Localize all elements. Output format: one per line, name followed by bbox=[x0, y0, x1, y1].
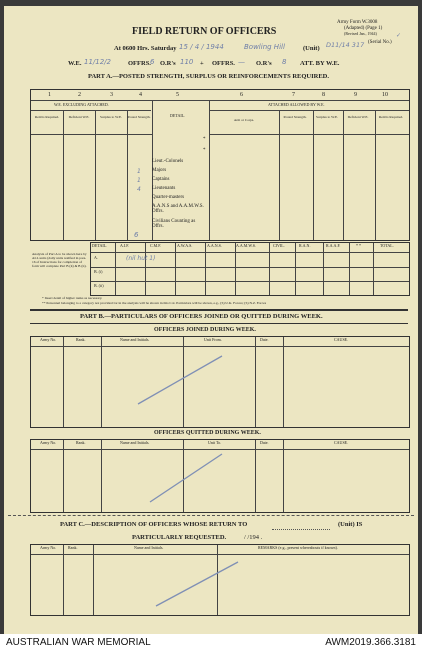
asterisk-mark: * bbox=[203, 137, 206, 142]
col-number: 9 bbox=[354, 92, 357, 98]
joined-col-header: Unit From. bbox=[204, 337, 222, 342]
joined-col-header: Army No. bbox=[40, 337, 57, 342]
analysis-note: Analysis of Part A to be shown here by ALL units (daily units notified in para. 16 of Instructions for completion of form will complete Part B (ii) & B (ii). bbox=[32, 252, 87, 268]
analysis-col-header: A.W.A.S. bbox=[177, 243, 193, 248]
col-number: 1 bbox=[48, 92, 51, 98]
col-number: 7 bbox=[292, 92, 295, 98]
part-c-col-header: Rank. bbox=[68, 545, 78, 550]
left-col-header: Surplus to W.E. bbox=[100, 115, 122, 119]
adapted-note: (Adapted) (Page 1) bbox=[344, 26, 383, 31]
part-c-heading-unit: (Unit) IS bbox=[338, 521, 363, 528]
right-col-header: Surplus to W.E. bbox=[316, 115, 338, 119]
we-excluding-heading: W.E. EXCLUDING ATTACHED. bbox=[54, 102, 109, 107]
analysis-col-header: A.A.M.W.S. bbox=[236, 243, 256, 248]
analysis-row-label: B. (ii) bbox=[94, 283, 104, 288]
rank-label: Civilians Counting as Offrs. bbox=[152, 219, 196, 229]
analysis-col-header: A.I.F. bbox=[120, 243, 130, 248]
analysis-handwritten-note: (nil hut 1) bbox=[126, 255, 156, 262]
col-number: 3 bbox=[110, 92, 113, 98]
footnote: * Insert detail of higher ranks as necessary. bbox=[42, 296, 103, 300]
rank-label: A.A.N.S and A.A.M.W.S. Offrs. bbox=[152, 204, 204, 214]
rank-label: Captains bbox=[152, 177, 170, 182]
right-col-header: Deficient W.E. bbox=[347, 115, 369, 119]
or2-label: O.R's bbox=[256, 60, 272, 67]
plus-sign: + bbox=[200, 60, 204, 67]
part-c-col-header: Army No. bbox=[40, 545, 57, 550]
part-c-strike-line bbox=[156, 562, 238, 606]
posted-mark: 1 bbox=[137, 177, 141, 184]
or2-value: 8 bbox=[282, 58, 287, 66]
part-c-heading: PART C.—DESCRIPTION OF OFFICERS WHOSE RETURN TO bbox=[60, 521, 248, 528]
joined-col-header: CAUSE. bbox=[334, 337, 349, 342]
unit-label: (Unit) bbox=[303, 45, 320, 52]
part-c-date-blank: / /194 . bbox=[244, 534, 263, 541]
offrs2-label: OFFRS. bbox=[212, 60, 235, 67]
col-number: 4 bbox=[139, 92, 142, 98]
left-col-header: Rein'ts Required. bbox=[34, 115, 60, 119]
asterisk-mark: * bbox=[203, 148, 206, 153]
quitted-strike-line bbox=[150, 454, 222, 502]
analysis-handwritten-total: 6 bbox=[134, 231, 139, 239]
handwritten-mark: ✓ bbox=[396, 32, 402, 39]
attached-allowed-heading: ATTACHED ALLOWED BY W.E. bbox=[268, 102, 325, 107]
date-value: 15 / 4 / 1944 bbox=[179, 43, 224, 51]
quitted-col-header: Date. bbox=[260, 440, 269, 445]
quitted-col-header: Name and Initials. bbox=[120, 440, 150, 445]
offrs-value: 6 bbox=[150, 58, 155, 66]
form-paper bbox=[4, 6, 418, 634]
rank-label: Lieutenants bbox=[152, 186, 176, 191]
analysis-row-label: B. (i) bbox=[94, 269, 103, 274]
caption-bar bbox=[0, 634, 422, 653]
at-hrs-label: At 0600 Hrs. Saturday bbox=[114, 45, 177, 52]
footnote: ** Personnel belonging to a category not provided for in the analysis will be shown in this Col. Particulars will be shown, e.g., (S) U.K. Forces; (S) N.Z. Forces bbox=[42, 302, 267, 305]
form-title: FIELD RETURN OF OFFICERS bbox=[132, 26, 277, 37]
particularly-requested: PARTICULARLY REQUESTED. bbox=[132, 534, 227, 541]
col-number: 2 bbox=[78, 92, 81, 98]
we-value: 11/12/2 bbox=[84, 58, 111, 66]
joined-col-header: Name and Initials. bbox=[120, 337, 150, 342]
unit-value: Bowling Hill bbox=[244, 43, 285, 51]
rank-label: Majors bbox=[152, 168, 167, 173]
col-number: 8 bbox=[322, 92, 325, 98]
offrs-label: OFFRS. bbox=[128, 60, 151, 67]
quitted-col-header: Unit To. bbox=[208, 440, 222, 445]
posted-mark: 1 bbox=[137, 168, 141, 175]
col-number: 5 bbox=[176, 92, 179, 98]
quitted-col-header: Rank. bbox=[76, 440, 86, 445]
analysis-row-label: A. bbox=[94, 255, 98, 260]
left-col-header: Posted Strength. bbox=[127, 115, 151, 119]
att-label: ATT. BY W.E. bbox=[300, 60, 340, 67]
quitted-col-header: Army No. bbox=[40, 440, 57, 445]
or-value: 110 bbox=[180, 58, 194, 66]
analysis-col-header: CIVIL. bbox=[273, 243, 285, 248]
we-label: W.E. bbox=[68, 60, 82, 67]
army-form-number: Army Form W.3008 bbox=[337, 20, 378, 25]
strike-through-lines bbox=[4, 6, 418, 634]
right-col-header: Rein'ts Required. bbox=[378, 115, 404, 119]
analysis-col-header: DETAIL. bbox=[92, 243, 108, 248]
detail-heading: DETAIL. bbox=[170, 113, 186, 118]
joined-title: OFFICERS JOINED DURING WEEK. bbox=[154, 327, 256, 333]
caption-right: AWM2019.366.3181 bbox=[325, 637, 416, 648]
rank-label: Lieut.-Colonels bbox=[152, 159, 184, 164]
col-number: 10 bbox=[382, 92, 388, 98]
part-b-heading: PART B.—PARTICULARS OF OFFICERS JOINED OR QUITTED DURING WEEK. bbox=[80, 313, 323, 320]
joined-strike-line bbox=[138, 356, 222, 404]
analysis-col-header: A.A.N.S. bbox=[207, 243, 222, 248]
analysis-col-header: R.A.A.F. bbox=[326, 243, 341, 248]
caption-left: AUSTRALIAN WAR MEMORIAL bbox=[6, 637, 151, 648]
serial-no: (Serial No.) bbox=[368, 40, 392, 45]
offrs2-value: — bbox=[238, 58, 245, 66]
col-number: 6 bbox=[240, 92, 243, 98]
unit-code: D11/14 317 bbox=[326, 41, 365, 49]
revised-note: (Revised Jan., 1944) bbox=[344, 31, 377, 36]
quitted-col-header: CAUSE. bbox=[334, 440, 349, 445]
left-col-header: Deficient W.E. bbox=[68, 115, 90, 119]
analysis-col-header: R.A.N. bbox=[299, 243, 311, 248]
or-label: O.R's bbox=[160, 60, 176, 67]
part-c-col-header: REMARKS (e.g., present whereabouts if known). bbox=[258, 545, 338, 550]
part-c-col-header: Name and Initials. bbox=[134, 545, 164, 550]
posted-mark: 4 bbox=[137, 186, 141, 193]
joined-col-header: Date. bbox=[260, 337, 269, 342]
analysis-col-header: * * bbox=[356, 243, 361, 248]
joined-col-header: Rank. bbox=[76, 337, 86, 342]
rank-label: Quarter-masters bbox=[152, 195, 185, 200]
right-col-header: Arm or Corps. bbox=[233, 118, 255, 122]
right-col-header: Posted Strength. bbox=[283, 115, 307, 119]
quitted-title: OFFICERS QUITTED DURING WEEK. bbox=[154, 430, 261, 436]
analysis-col-header: TOTAL. bbox=[380, 243, 394, 248]
part-a-heading: PART A.—POSTED STRENGTH, SURPLUS OR REINFORCEMENTS REQUIRED. bbox=[88, 73, 329, 80]
analysis-col-header: C.M.F. bbox=[150, 243, 162, 248]
